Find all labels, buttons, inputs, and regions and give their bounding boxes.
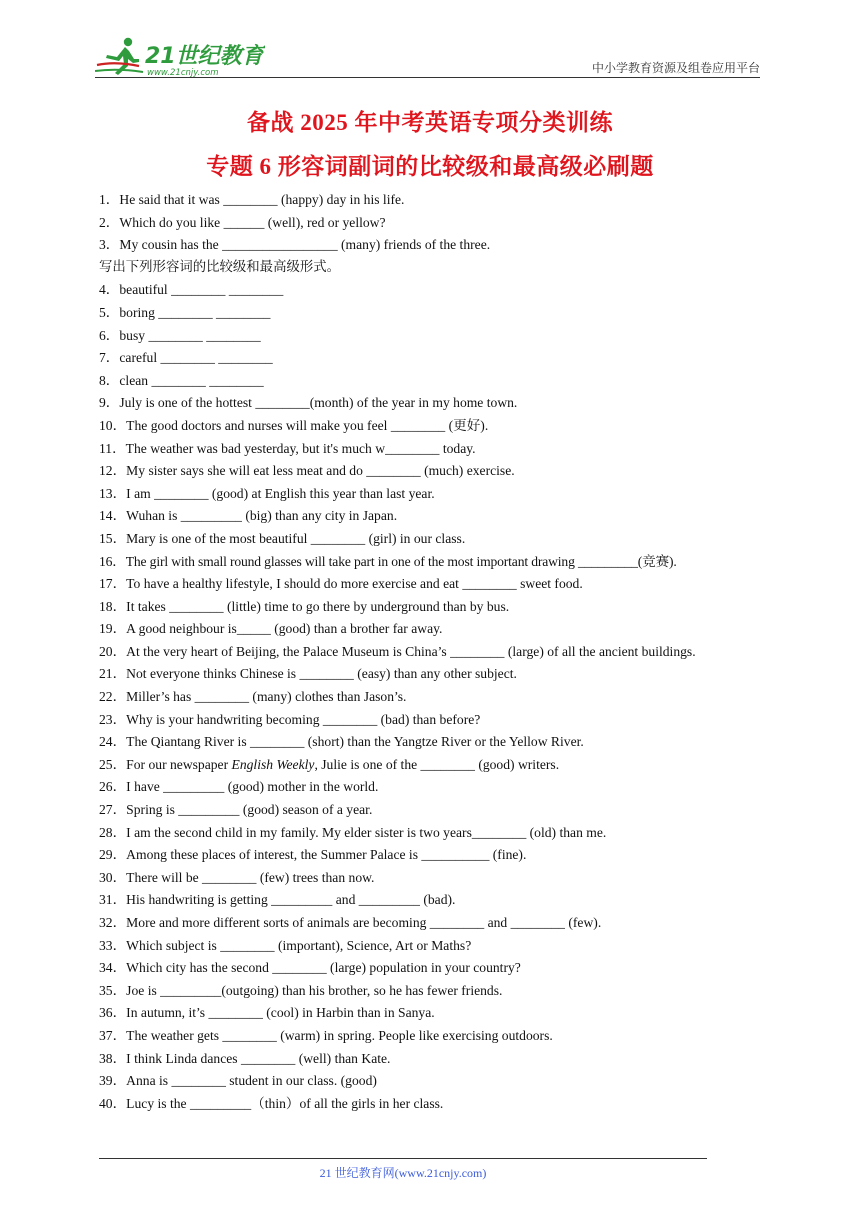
logo-text: 21世纪教育 <box>145 44 264 69</box>
question-19: 19．A good neighbour is_____ (good) than a brother far away. <box>99 621 443 637</box>
platform-name: 中小学教育资源及组卷应用平台 <box>591 61 760 75</box>
question-16: 16．The girl with small round glasses will take part in one of the most important drawing _________(竞赛). <box>99 553 677 569</box>
question-20: 20．At the very heart of Beijing, the Palace Museum is China’s ________ (large) of all the ancient buildings. <box>99 643 696 659</box>
question-15: 15．Mary is one of the most beautiful ________ (girl) in our class. <box>99 530 466 546</box>
question-11: 11．The weather was bad yesterday, but it's much w________ today. <box>99 440 476 456</box>
question-35: 35．Joe is _________(outgoing) than his brother, so he has fewer friends. <box>99 982 503 998</box>
question-1: 1．He said that it was ________ (happy) day in his life. <box>99 192 405 207</box>
question-33: 33．Which subject is ________ (important), Science, Art or Maths? <box>99 937 472 953</box>
question-29: 29．Among these places of interest, the Summer Palace is __________ (fine). <box>99 847 527 863</box>
question-2: 2．Which do you like ______ (well), red or yellow? <box>99 214 386 230</box>
page-title: 备战 2025 年中考英语专项分类训练 <box>247 110 613 135</box>
question-26: 26．I have _________ (good) mother in the world. <box>99 779 379 795</box>
runner-logo-icon <box>95 35 265 79</box>
question-37: 37．The weather gets ________ (warm) in spring. People like exercising outdoors. <box>99 1027 553 1043</box>
question-9: 9．July is one of the hottest ________(month) of the year in my home town. <box>99 395 518 411</box>
question-4: 4．beautiful ________ ________ <box>99 282 284 298</box>
question-40: 40．Lucy is the _________（thin）of all the girls in her class. <box>99 1095 444 1111</box>
page-header <box>95 35 760 79</box>
question-25-end: , Julie is one of the ________ (good) writers. <box>314 756 560 772</box>
question-12: 12．My sister says she will eat less meat and do ________ (much) exercise. <box>99 463 515 479</box>
question-18: 18．It takes ________ (little) time to go there by underground than by bus. <box>99 598 510 614</box>
question-38: 38．I think Linda dances ________ (well) than Kate. <box>99 1050 391 1066</box>
question-10: 10．The good doctors and nurses will make you feel ________ (更好). <box>99 417 489 433</box>
question-28: 28．I am the second child in my family. My elder sister is two years________ (old) than me. <box>99 824 607 840</box>
question-14: 14．Wuhan is _________ (big) than any city in Japan. <box>99 508 398 524</box>
question-39: 39．Anna is ________ student in our class. (good) <box>99 1073 377 1089</box>
question-23: 23．Why is your handwriting becoming ________ (bad) than before? <box>99 711 481 727</box>
question-25 <box>99 754 769 777</box>
question-24: 24．The Qiantang River is ________ (short) than the Yangtze River or the Yellow River. <box>99 734 584 750</box>
question-22: 22．Miller’s has ________ (many) clothes than Jason’s. <box>99 689 407 705</box>
question-list <box>99 189 769 1115</box>
question-6: 6．busy ________ ________ <box>99 327 261 343</box>
question-17: 17．To have a healthy lifestyle, I should do more exercise and eat ________ sweet food. <box>99 576 583 592</box>
question-34: 34．Which city has the second ________ (large) population in your country? <box>99 960 521 976</box>
question-3: 3．My cousin has the _________________ (many) friends of the three. <box>99 237 491 253</box>
question-21: 21．Not everyone thinks Chinese is ________ (easy) than any other subject. <box>99 666 517 682</box>
logo-url: www.21cnjy.com <box>147 68 219 78</box>
question-13: 13．I am ________ (good) at English this year than last year. <box>99 485 435 501</box>
section-instruction: 写出下列形容词的比较级和最高级形式。 <box>99 259 341 275</box>
question-5: 5．boring ________ ________ <box>99 304 271 320</box>
question-30: 30．There will be ________ (few) trees than now. <box>99 869 375 885</box>
newspaper-title: English Weekly <box>231 756 315 772</box>
footer-link[interactable]: 21 世纪教育网(www.21cnjy.com) <box>319 1166 487 1180</box>
header-divider <box>95 77 760 78</box>
question-31: 31．His handwriting is getting _________ and _________ (bad). <box>99 892 456 908</box>
site-logo <box>95 35 265 79</box>
question-8: 8．clean ________ ________ <box>99 372 264 388</box>
page-subtitle: 专题 6 形容词副词的比较级和最高级必刷题 <box>206 154 654 179</box>
question-36: 36．In autumn, it’s ________ (cool) in Harbin than in Sanya. <box>99 1005 435 1021</box>
question-32: 32．More and more different sorts of animals are becoming ________ and ________ (few). <box>99 915 602 930</box>
question-7: 7．careful ________ ________ <box>99 350 273 366</box>
question-27: 27．Spring is _________ (good) season of a year. <box>99 802 373 818</box>
question-25-start: 25．For our newspaper <box>99 756 232 772</box>
footer-divider <box>99 1158 707 1159</box>
